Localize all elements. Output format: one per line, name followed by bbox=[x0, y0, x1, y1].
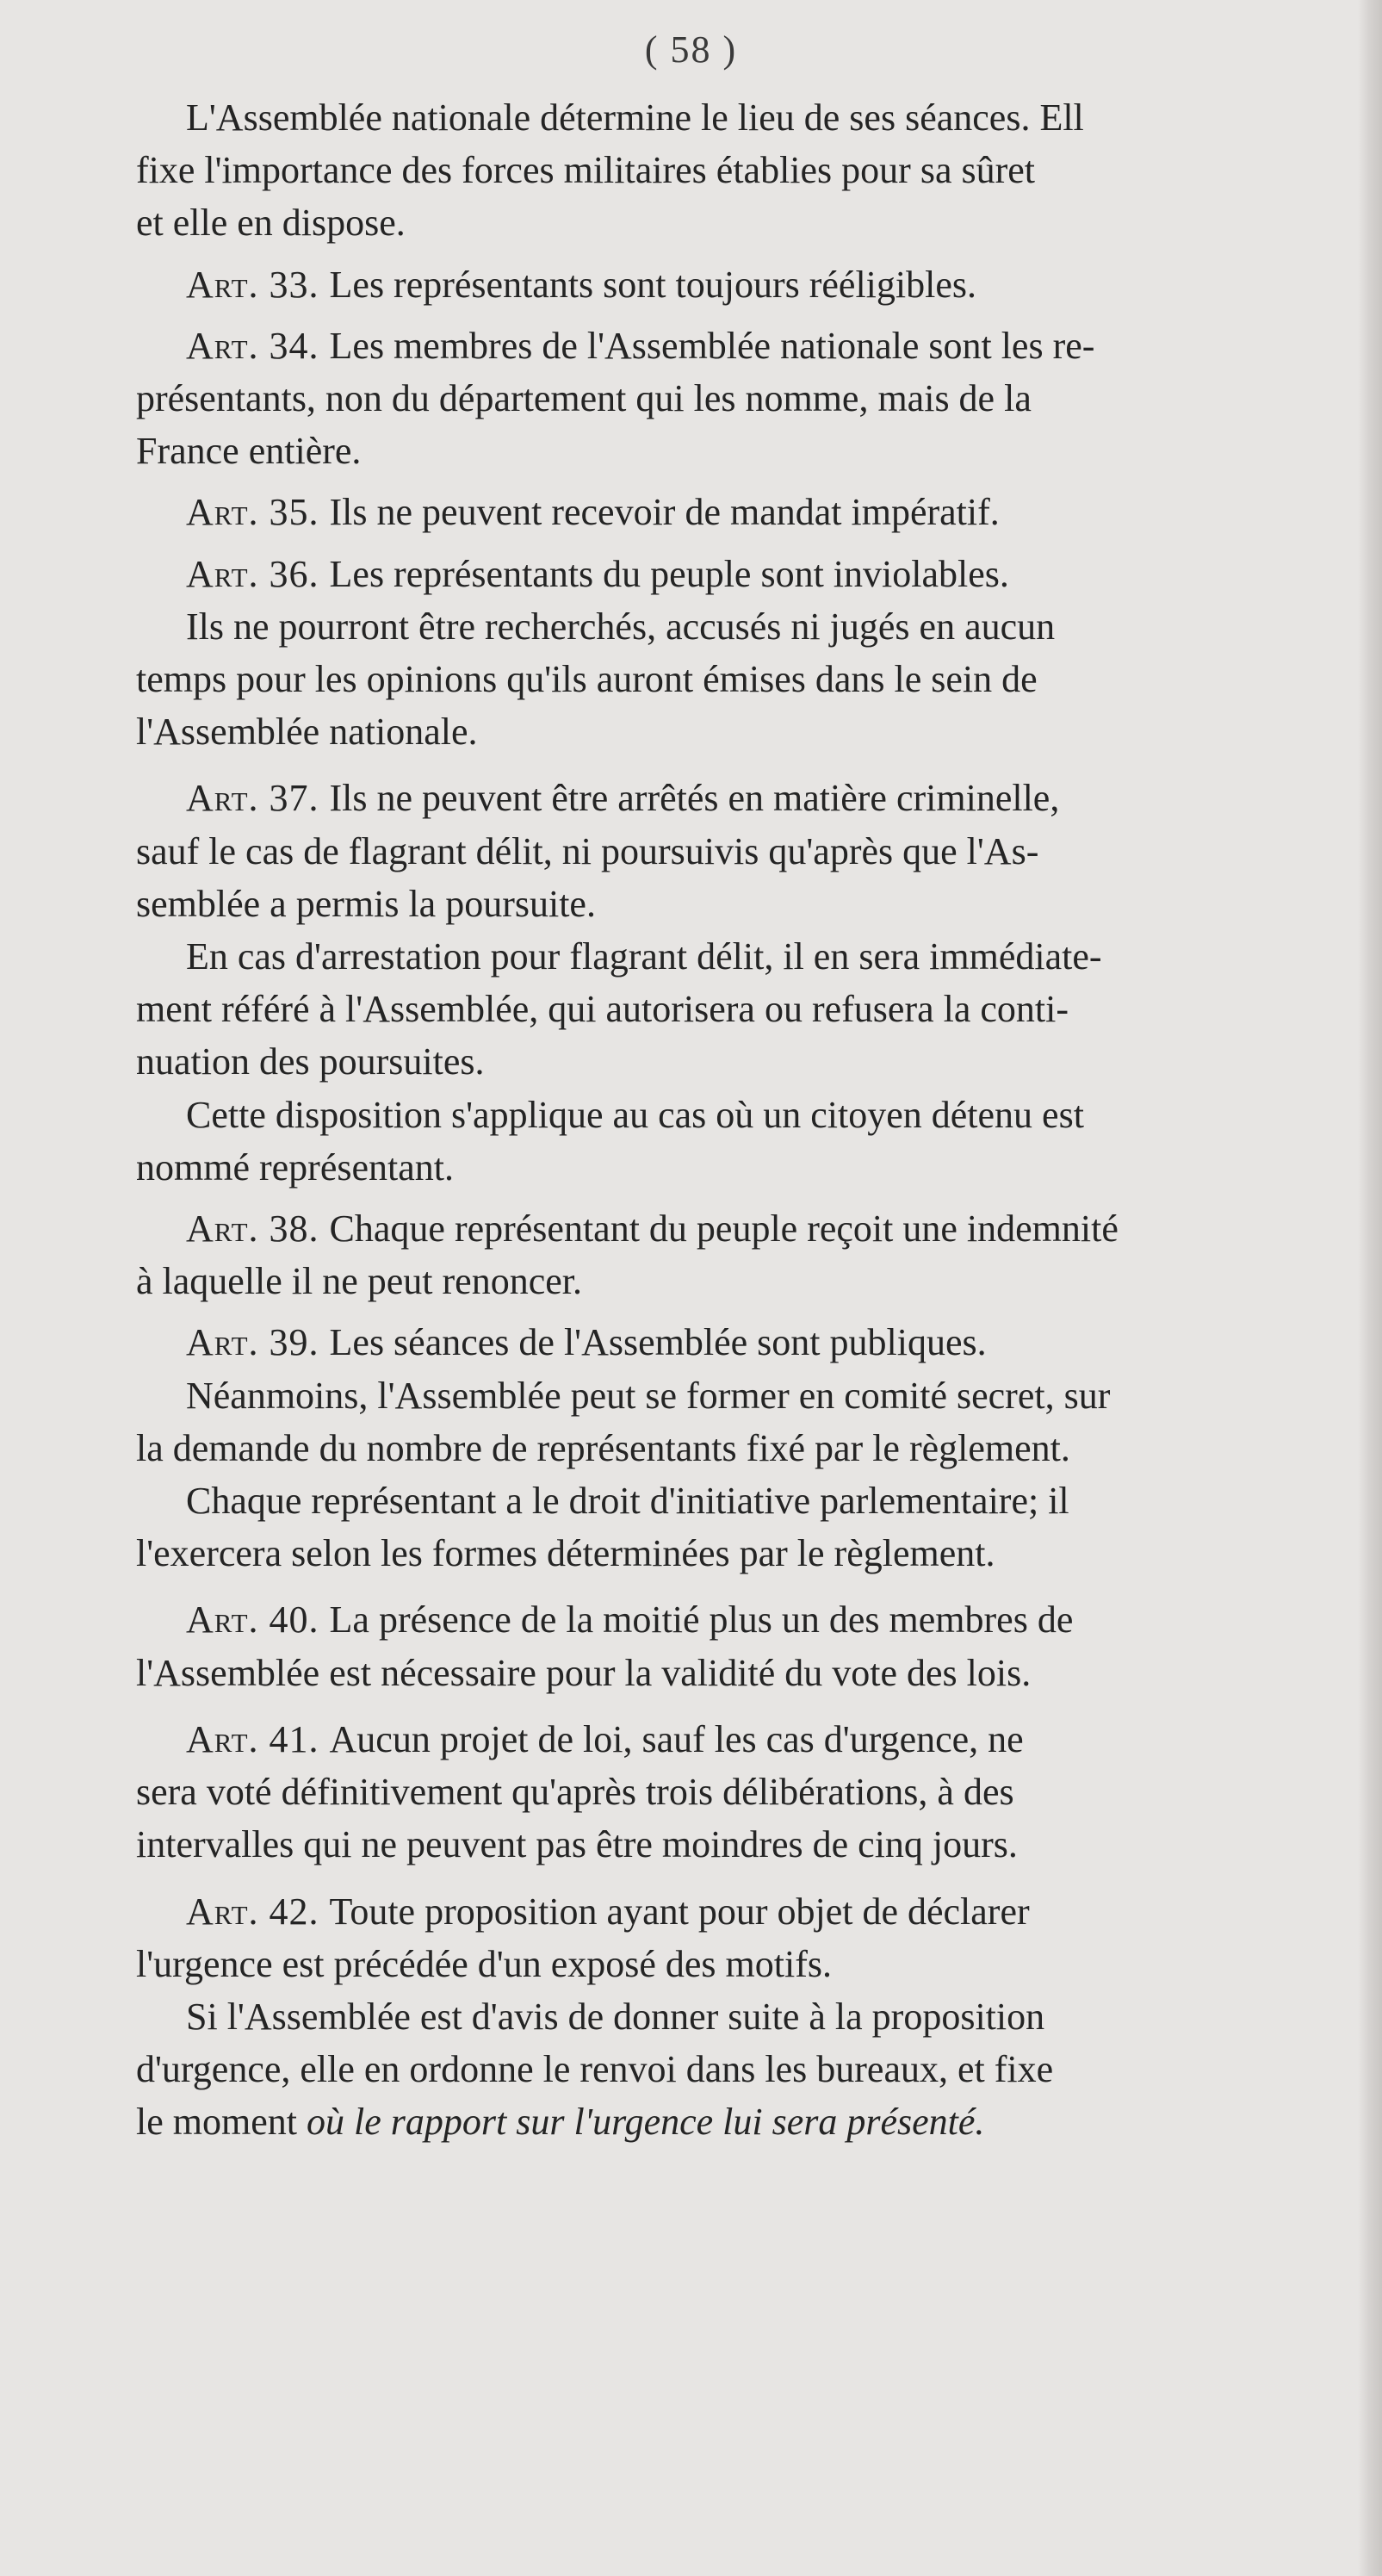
paragraph bbox=[136, 600, 1346, 759]
article-label: Art. 34. bbox=[186, 324, 330, 367]
text-line: Les séances de l'Assemblée sont publiques. bbox=[329, 1321, 987, 1364]
text-line: semblée a permis la poursuite. bbox=[136, 882, 596, 925]
article-34 bbox=[136, 320, 1346, 478]
article-label: Art. 41. bbox=[186, 1717, 330, 1760]
article-label: Art. 42. bbox=[186, 1890, 330, 1933]
text-line: Les représentants sont toujours rééligibles. bbox=[329, 263, 977, 306]
text-line: Cette disposition s'applique au cas où un citoyen détenu est bbox=[186, 1093, 1084, 1136]
text-line: Aucun projet de loi, sauf les cas d'urgence, ne bbox=[329, 1717, 1024, 1760]
text-line: intervalles qui ne peuvent pas être moindres de cinq jours. bbox=[136, 1823, 1018, 1866]
article-39 bbox=[136, 1316, 1346, 1369]
text-line: Les représentants du peuple sont inviolables. bbox=[329, 552, 1009, 595]
text-line: présentants, non du département qui les nomme, mais de la bbox=[136, 377, 1032, 420]
article-37 bbox=[136, 772, 1346, 930]
text-line: à laquelle il ne peut renoncer. bbox=[136, 1260, 582, 1303]
article-40 bbox=[136, 1593, 1346, 1698]
text-line: et elle en dispose. bbox=[136, 202, 406, 245]
document-body bbox=[136, 91, 1346, 2149]
text-line: la demande du nombre de représentants fixé par le règlement. bbox=[136, 1426, 1070, 1469]
text-line: Si l'Assemblée est d'avis de donner suite à la proposition bbox=[186, 1995, 1045, 2038]
page-number: ( 58 ) bbox=[644, 28, 738, 71]
article-35 bbox=[136, 486, 1346, 538]
article-label: Art. 39. bbox=[186, 1321, 330, 1364]
paragraph bbox=[136, 91, 1346, 250]
article-label: Art. 33. bbox=[186, 263, 330, 306]
text-line: temps pour les opinions qu'ils auront émises dans le sein de bbox=[136, 658, 1038, 701]
article-38 bbox=[136, 1202, 1346, 1307]
paragraph bbox=[136, 930, 1346, 1089]
article-label: Art. 38. bbox=[186, 1207, 330, 1251]
text-line: l'urgence est précédée d'un exposé des motifs. bbox=[136, 1942, 832, 1985]
text-line: Ils ne pourront être recherchés, accusés ni jugés en aucun bbox=[186, 605, 1056, 648]
text-line: fixe l'importance des forces militaires établies pour sa sûret bbox=[136, 149, 1036, 192]
text-line: l'Assemblée nationale. bbox=[136, 711, 478, 754]
text-line: L'Assemblée nationale détermine le lieu de ses séances. Ell bbox=[186, 96, 1084, 139]
paragraph bbox=[136, 1474, 1346, 1580]
italic-text: où le rapport sur l'urgence lui sera présenté. bbox=[306, 2101, 985, 2144]
text-line: Ils ne peuvent recevoir de mandat impératif. bbox=[329, 491, 1000, 534]
article-42 bbox=[136, 1885, 1346, 1990]
text-line: Chaque représentant a le droit d'initiative parlementaire; il bbox=[186, 1480, 1069, 1523]
article-label: Art. 35. bbox=[186, 491, 330, 534]
text-line: En cas d'arrestation pour flagrant délit, il en sera immédiate- bbox=[186, 935, 1102, 978]
text-line: La présence de la moitié plus un des membres de bbox=[329, 1598, 1074, 1642]
paragraph bbox=[136, 1990, 1346, 2149]
article-label: Art. 36. bbox=[186, 552, 330, 595]
text-line: d'urgence, elle en ordonne le renvoi dans les bureaux, et fixe bbox=[136, 2048, 1054, 2091]
article-label: Art. 40. bbox=[186, 1598, 330, 1642]
text-line: l'Assemblée est nécessaire pour la validité du vote des lois. bbox=[136, 1651, 1032, 1694]
paragraph bbox=[136, 1089, 1346, 1194]
text-line: sera voté définitivement qu'après trois délibérations, à des bbox=[136, 1771, 1014, 1814]
article-41 bbox=[136, 1713, 1346, 1871]
text-line: nuation des poursuites. bbox=[136, 1040, 485, 1083]
text-line: ment référé à l'Assemblée, qui autorisera ou refusera la conti- bbox=[136, 988, 1069, 1031]
text-line: Toute proposition ayant pour objet de déclarer bbox=[329, 1890, 1030, 1933]
text-line: Les membres de l'Assemblée nationale sont les re- bbox=[329, 324, 1095, 367]
text-line: Néanmoins, l'Assemblée peut se former en comité secret, sur bbox=[186, 1374, 1111, 1417]
paragraph bbox=[136, 1369, 1346, 1474]
text-line: sauf le cas de flagrant délit, ni poursuivis qu'après que l'As- bbox=[136, 829, 1039, 872]
text-line: l'exercera selon les formes déterminées par le règlement. bbox=[136, 1532, 995, 1575]
text-line: le moment bbox=[136, 2101, 307, 2144]
text-line: France entière. bbox=[136, 430, 362, 473]
page-edge-shadow bbox=[1358, 0, 1382, 2576]
text-line: nommé représentant. bbox=[136, 1145, 454, 1189]
article-33 bbox=[136, 258, 1346, 311]
article-36 bbox=[136, 548, 1346, 600]
article-label: Art. 37. bbox=[186, 777, 330, 820]
text-line: Chaque représentant du peuple reçoit une indemnité bbox=[329, 1207, 1119, 1251]
text-line: Ils ne peuvent être arrêtés en matière criminelle, bbox=[329, 777, 1060, 820]
